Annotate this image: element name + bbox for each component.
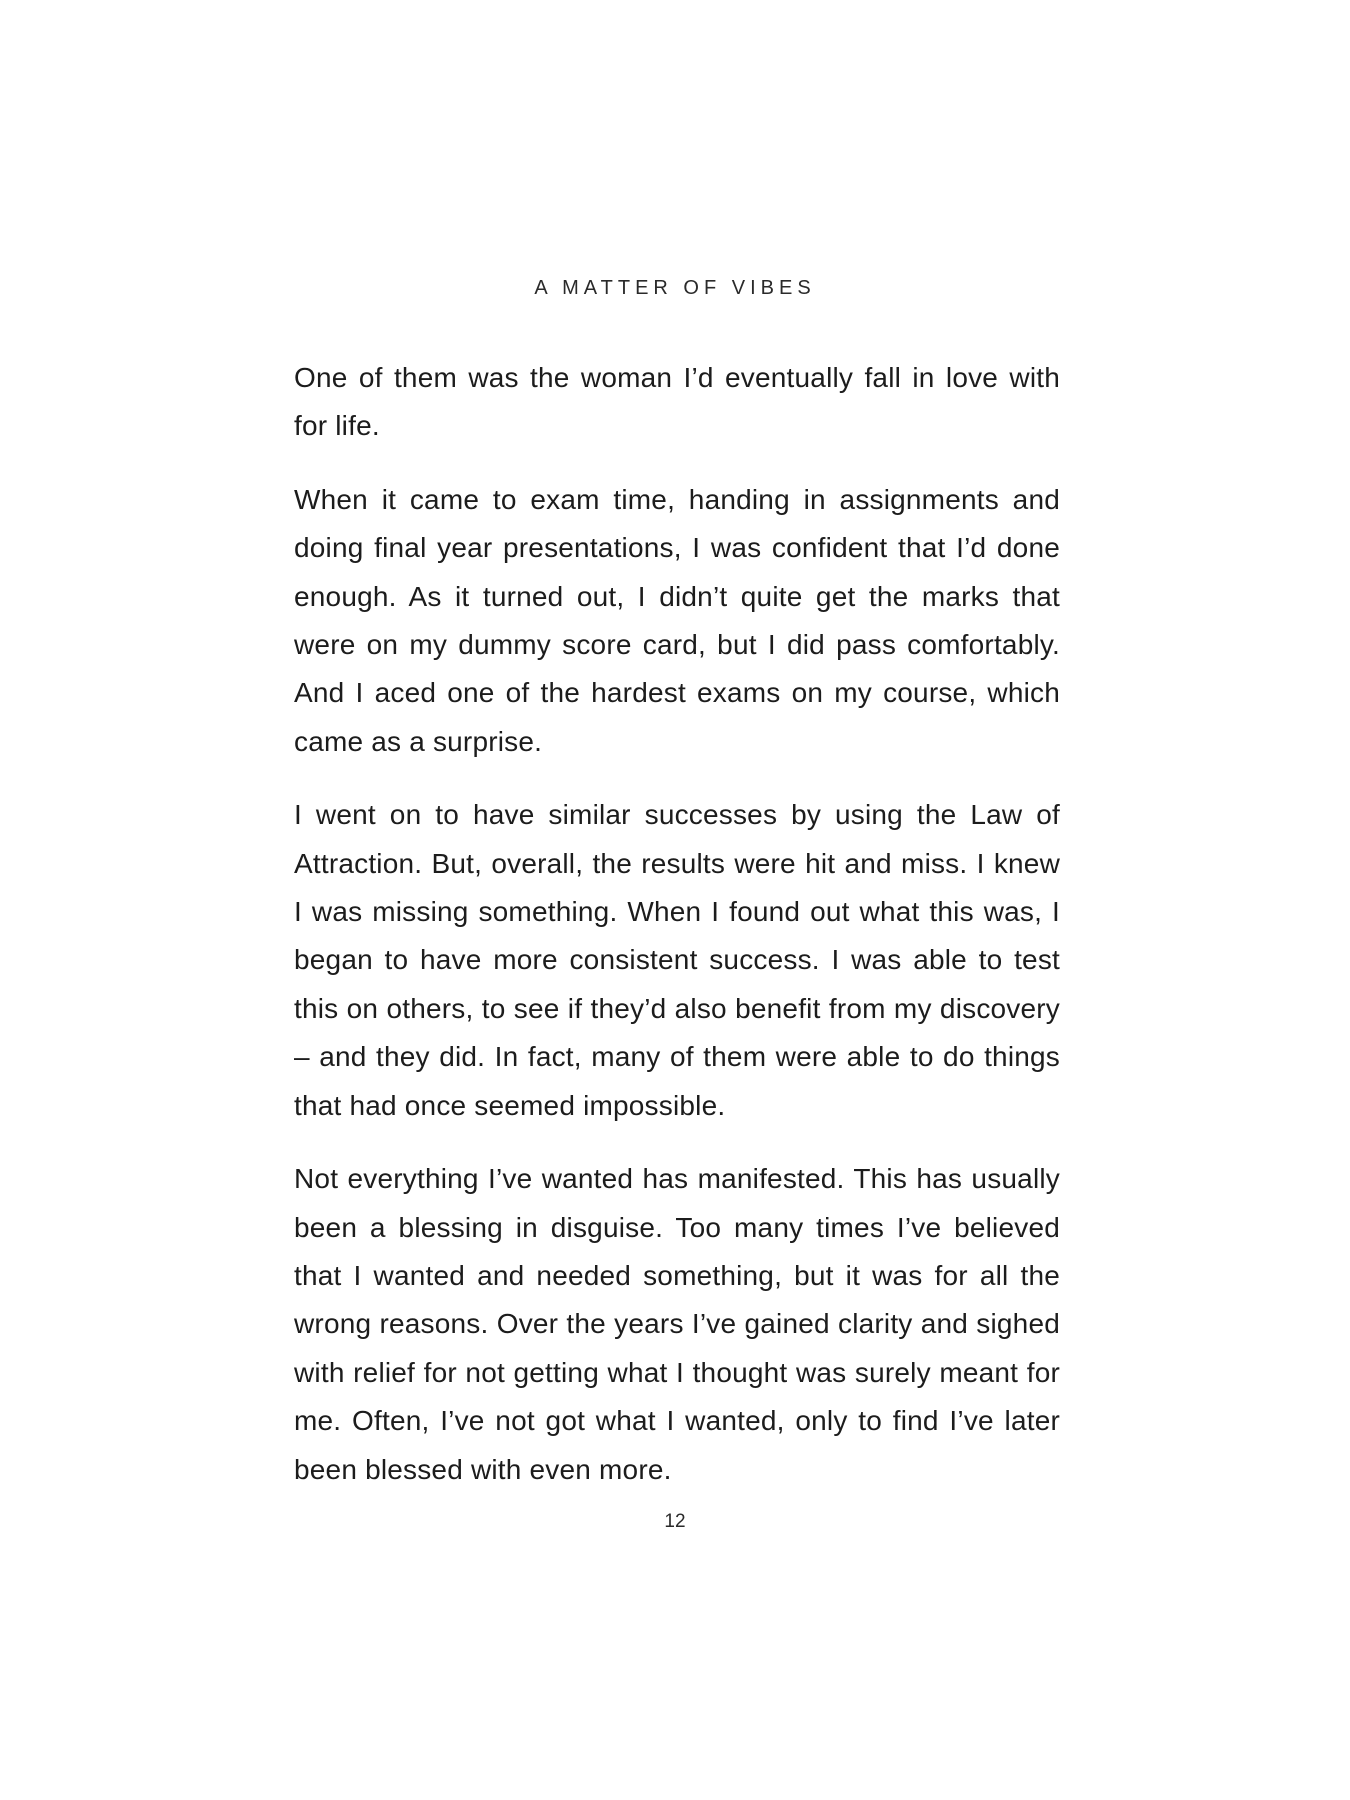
page-number: 12: [664, 1511, 686, 1532]
body-text: [294, 354, 1060, 1519]
running-header-title: A MATTER OF VIBES: [534, 277, 816, 299]
paragraph: Not everything I’ve wanted has manifested. This has usually been a blessing in disguise. Too many times I’ve believed that I wanted and needed something, but it was for all the wrong reasons. Over the years I’ve gained clarity and sighed with relief for not getting what I thought was surely meant for me. Often, I’ve not got what I wanted, only to find I’ve later been blessed with even more.: [294, 1163, 1060, 1485]
paragraph: I went on to have similar successes by using the Law of Attraction. But, overall, the results were hit and miss. I knew I was missing something. When I found out what this was, I began to have more consistent success. I was able to test this on others, to see if they’d also benefit from my discovery – and they did. In fact, many of them were able to do things that had once seemed impossible.: [294, 799, 1060, 1121]
paragraph: When it came to exam time, handing in assignments and doing final year presentations, I was confident that I’d done enough. As it turned out, I didn’t quite get the marks that were on my dummy score card, but I did pass comfortably. And I aced one of the hardest exams on my course, which came as a surprise.: [294, 483, 1060, 757]
paragraph: One of them was the woman I’d eventually fall in love with for life.: [294, 362, 1060, 442]
